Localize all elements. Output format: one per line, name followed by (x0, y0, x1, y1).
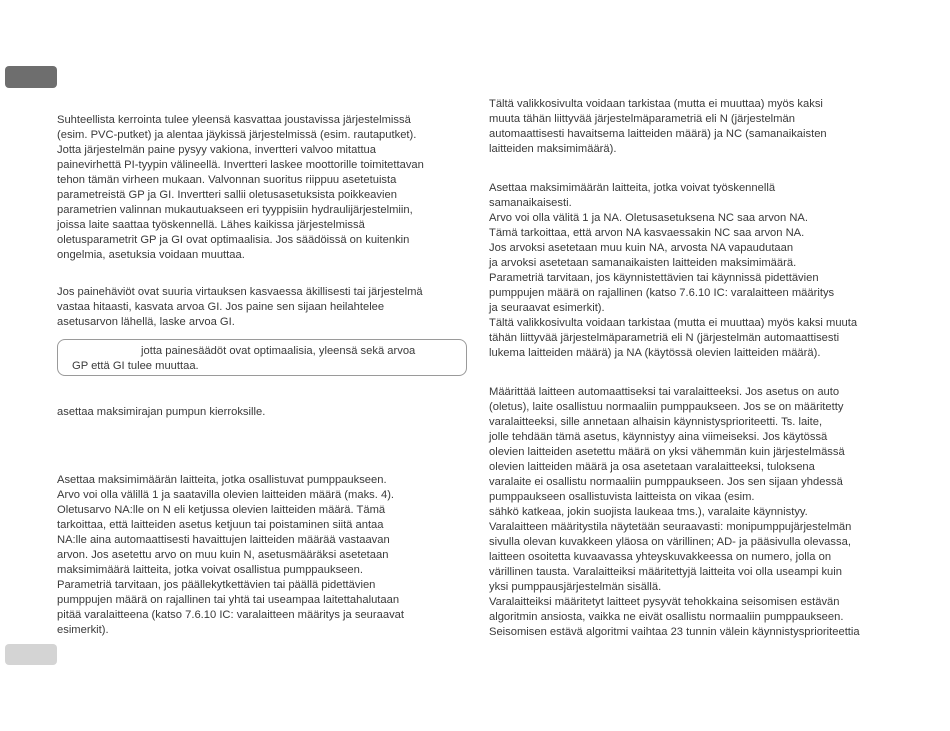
text-line: tehon tämän virheen mukaan. Valvonnan suoritus riippuu asetetuista (57, 174, 397, 186)
text-line: olevien laitteiden määrä ja osa asetetaan varalaitteeksi, tuloksena (489, 461, 815, 473)
text-line: NA:lle aina automaattisesti havaittujen laitteiden määrää vastaavan (57, 534, 390, 546)
text-line: laitteiden maksimimäärä). (489, 143, 617, 155)
text-line: samanaikaisesti. (489, 197, 572, 209)
page-tab-marker-light (5, 644, 57, 665)
text-line: Tämä tarkoittaa, että arvon NA kasvaessakin NC saa arvon NA. (489, 227, 805, 239)
text-line: pumppaukseen osallistuvista laitteista on vikaa (esim. (489, 491, 755, 503)
text-line: yksi pumppausjärjestelmän sisällä. (489, 581, 662, 593)
text-line: Seisomisen estävä algoritmi vaihtaa 23 tunnin välein käynnistysprioriteettia (489, 626, 860, 638)
text-line: Määrittää laitteen automaattiseksi tai varalaitteeksi. Jos asetus on auto (489, 386, 840, 398)
left-paragraph-gi-tuning (57, 285, 462, 330)
text-line: algoritmin ansiosta, vaikka ne eivät osallistu normaaliin pumppaukseen. (489, 611, 844, 623)
text-line: ja seuraavat esimerkit). (489, 302, 605, 314)
text-line: olevien laitteiden asetettu määrä on yksi vähemmän kuin järjestelmässä (489, 446, 845, 458)
text-line: Varalaitteiksi määritetyt laitteet pysyvät tehokkaina seisomisen estävän (489, 596, 840, 608)
text-line: Oletusarvo NA:lle on N eli ketjussa olevien laitteiden määrä. Tämä (57, 504, 386, 516)
text-line: lukema laitteiden määrä) ja NA (käytössä olevien laitteiden määrä). (489, 347, 821, 359)
text-line: Jotta järjestelmän paine pysyy vakiona, invertteri valvoo mitattua (57, 144, 376, 156)
text-line: automaattisesti havaitsema laitteiden määrä) ja NC (samanaikaisten (489, 128, 827, 140)
text-line: värillinen tausta. Varalaitteiksi määritettyjä laitteita voi olla useampi kuin (489, 566, 842, 578)
text-line: (esim. PVC-putket) ja alentaa jäykissä järjestelmissä (esim. rautaputket). (57, 129, 417, 141)
text-line: parametreistä GP ja GI. Invertteri sallii oletusasetuksista poikkeavien (57, 189, 397, 201)
text-line: muuta tähän liittyvää järjestelmäparametriä eli N (järjestelmän (489, 113, 795, 125)
text-line: asettaa maksimirajan pumpun kierroksille. (57, 406, 266, 418)
text-line: pumppujen määrä on rajallinen tai yhtä tai useampaa laitettahalutaan (57, 594, 400, 606)
text-line: varalaitteeksi, sille annetaan alhaisin käynnistysprioriteetti. Ts. laite, (489, 416, 823, 428)
right-paragraph-read-only-params (489, 97, 895, 157)
text-line: parametrien valinnan mukautuakseen eri tyyppisiin hydraulijärjestelmiin, (57, 204, 413, 216)
left-paragraph-rpm-limit (57, 405, 462, 420)
text-line: Arvo voi olla välillä 1 ja saatavilla olevien laitteiden määrä (maks. 4). (57, 489, 395, 501)
text-line: asetusarvon lähellä, laske arvoa GI. (57, 316, 235, 328)
note-box (57, 339, 467, 376)
text-line: (oletus), laite osallistuu normaaliin pumppaukseen. Jos se on määritetty (489, 401, 844, 413)
text-line: Jos painehäviöt ovat suuria virtauksen kasvaessa äkillisesti tai järjestelmä (57, 286, 423, 298)
right-paragraph-nc-setting (489, 181, 895, 361)
note-line: jotta painesäädöt ovat optimaalisia, yleensä sekä arvoa (141, 345, 416, 357)
text-line: laitteen osoitetta kuvaavassa yhteyskuvakkeessa on numero, jolla on (489, 551, 832, 563)
text-line: Jos arvoksi asetetaan muu kuin NA, arvosta NA vapaudutaan (489, 242, 794, 254)
text-line: sivulla olevan kuvakkeen yläosa on värillinen; AD- ja pääsivulla olevassa, (489, 536, 851, 548)
text-line: sähkö katkeaa, jokin suojista laukeaa tms.), varalaite käynnistyy. (489, 506, 808, 518)
text-line: tarkoittaa, että laitteiden asetus ketjuun tai poistaminen siitä antaa (57, 519, 384, 531)
text-line: pumppujen määrä on rajallinen (katso 7.6.10 IC: varalaitteen määritys (489, 287, 835, 299)
text-line: pitää varalaitteena (katso 7.6.10 IC: varalaitteen määritys ja seuraavat (57, 609, 404, 621)
text-line: Parametriä tarvitaan, jos käynnistettävien tai käynnissä pidettävien (489, 272, 819, 284)
page-tab-marker (5, 66, 57, 88)
text-line: ongelmia, asetuksia voidaan muuttaa. (57, 249, 245, 261)
text-line: arvon. Jos asetettu arvo on muu kuin N, asetusmääräksi asetetaan (57, 549, 389, 561)
note-line: GP että GI tulee muuttaa. (72, 360, 199, 372)
text-line: Tältä valikkosivulta voidaan tarkistaa (mutta ei muuttaa) myös kaksi (489, 98, 823, 110)
text-line: ja arvoksi asetetaan samanaikaisten laitteiden maksimimäärä. (489, 257, 797, 269)
text-line: painevirhettä PI-tyypin välineellä. Invertteri laskee moottorille toimitettavan (57, 159, 424, 171)
text-line: Parametriä tarvitaan, jos päällekytkettävien tai päällä pidettävien (57, 579, 376, 591)
text-line: maksimimäärä laitteita, jotka voivat osallistua pumppaukseen. (57, 564, 363, 576)
text-line: oletusparametrit GP ja GI ovat optimaalisia. Jos säädöissä on kuitenkin (57, 234, 410, 246)
text-line: jolle tehdään tämä asetus, käynnistyy aina viimeiseksi. Jos käytössä (489, 431, 828, 443)
text-line: varalaite ei osallistu normaaliin pumppaukseen. Jos sen sijaan yhdessä (489, 476, 843, 488)
text-line: esimerkit). (57, 624, 109, 636)
text-line: vastaa hitaasti, kasvata arvoa GI. Jos paine sen sijaan heilahtelee (57, 301, 385, 313)
text-line: joissa laite saattaa työskennellä. Lähes kaikissa järjestelmissä (57, 219, 365, 231)
text-line: Asettaa maksimimäärän laitteita, jotka voivat työskennellä (489, 182, 776, 194)
text-line: Suhteellista kerrointa tulee yleensä kasvattaa joustavissa järjestelmissä (57, 114, 411, 126)
text-line: Arvo voi olla välitä 1 ja NA. Oletusasetuksena NC saa arvon NA. (489, 212, 808, 224)
text-line: tähän liittyvää järjestelmäparametriä eli N (järjestelmän automaattisesti (489, 332, 840, 344)
text-line: Varalaitteen määritystila näytetään seuraavasti: monipumppujärjestelmän (489, 521, 852, 533)
text-line: Asettaa maksimimäärän laitteita, jotka osallistuvat pumppaukseen. (57, 474, 387, 486)
text-line: Tältä valikkosivulta voidaan tarkistaa (mutta ei muuttaa) myös kaksi muuta (489, 317, 858, 329)
right-paragraph-reserve-device (489, 385, 895, 640)
left-paragraph-pi-control (57, 113, 462, 263)
left-paragraph-na-setting (57, 473, 462, 638)
